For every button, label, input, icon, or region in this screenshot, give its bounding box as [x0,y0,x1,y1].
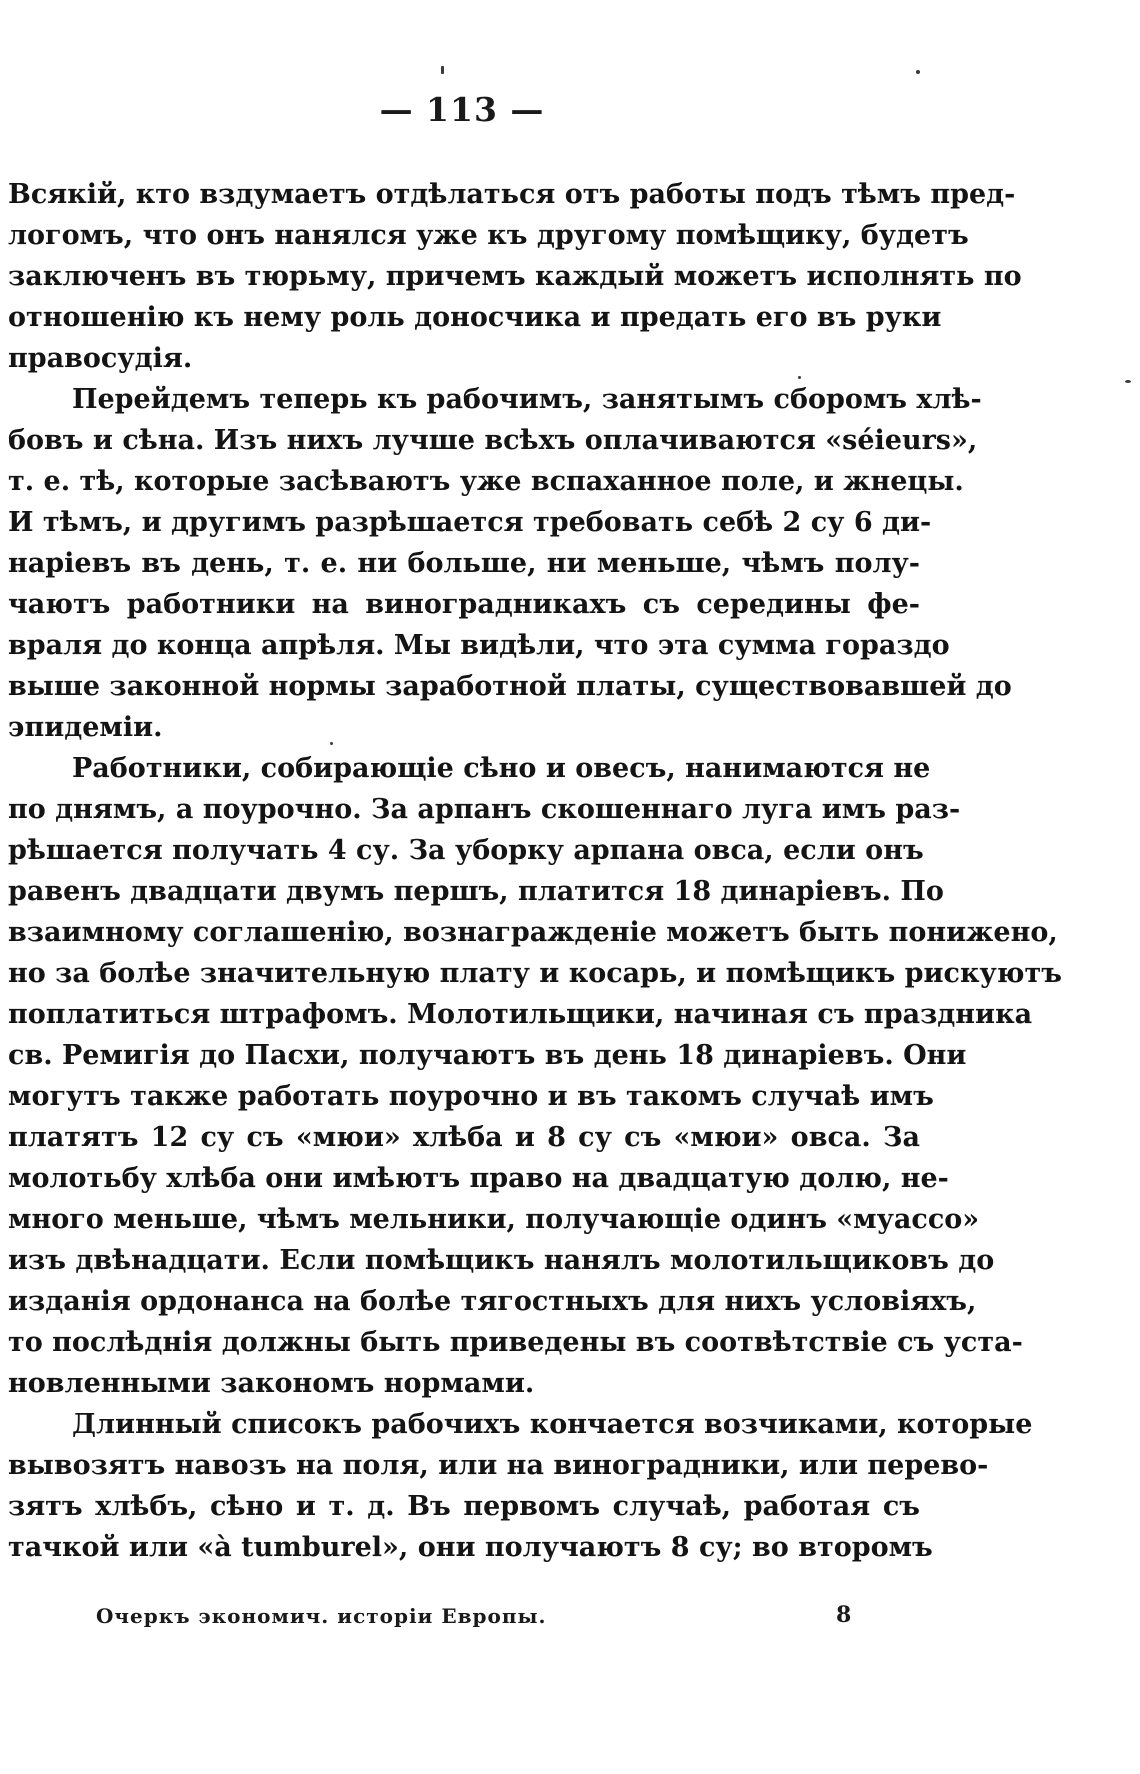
footer-title: Очеркъ экономич. исторіи Европы. [96,1604,547,1628]
text-line: бовъ и сѣна. Изъ нихъ лучше всѣхъ оплачиваются «séieurs», [8,425,978,456]
paragraph [8,748,1062,1404]
text-line: эпидеміи. [8,712,163,743]
text-line: вывозятъ навозъ на поля, или на виноградники, или перево- [8,1450,989,1481]
text-line: но за болѣе значительную плату и косарь, и помѣщикъ рискуютъ [8,958,1062,989]
text-line: Длинный списокъ рабочихъ кончается возчиками, которые [72,1409,1033,1440]
text-line: зятъ хлѣбъ, сѣно и т. д. Въ первомъ случаѣ, работая съ [8,1491,920,1522]
text-line: рѣшается получать 4 су. За уборку арпана овса, если онъ [8,835,924,866]
text-line: тачкой или «à tumburel», они получаютъ 8 су; во второмъ [8,1532,933,1563]
scan-speck [1125,380,1131,383]
text-line: изданія ордонанса на болѣе тягостныхъ для нихъ условіяхъ, [8,1286,977,1317]
text-line: много меньше, чѣмъ мельники, получающіе одинъ «муассо» [8,1204,980,1235]
text-line: И тѣмъ, и другимъ разрѣшается требовать себѣ 2 су 6 ди- [8,507,932,538]
text-line: Работники, собирающіе сѣно и овесъ, нанимаются не [72,753,931,784]
text-line: отношенію къ нему роль доносчика и предать его въ руки [8,302,942,333]
page-number: — 113 — [379,90,545,129]
text-line: новленными закономъ нормами. [8,1368,535,1399]
paragraph [8,379,1012,748]
paragraph [8,174,1022,379]
scan-speck [798,376,801,379]
text-line: заключенъ въ тюрьму, причемъ каждый можетъ исполнять по [8,261,1022,292]
text-line: взаимному соглашенію, вознагражденіе можетъ быть понижено, [8,917,1058,948]
text-line: то послѣднія должны быть приведены въ соотвѣтствіе съ уста- [8,1327,1023,1358]
text-line: равенъ двадцати двумъ першъ, платится 18 динаріевъ. По [8,876,944,907]
text-line: изъ двѣнадцати. Если помѣщикъ нанялъ молотильщиковъ до [8,1245,995,1276]
text-line: чаютъ работники на виноградникахъ съ середины фе- [8,589,920,620]
text-line: логомъ, что онъ нанялся уже къ другому помѣщику, будетъ [8,220,969,251]
scan-speck [330,742,333,745]
text-line: враля до конца апрѣля. Мы видѣли, что эта сумма гораздо [8,630,950,661]
text-line: молотьбу хлѣба они имѣютъ право на двадцатую долю, не- [8,1163,949,1194]
text-line: Всякій, кто вздумаетъ отдѣлаться отъ работы подъ тѣмъ пред- [8,179,1016,210]
paragraph [8,1404,1033,1568]
text-line: св. Ремигія до Пасхи, получаютъ въ день 18 динаріевъ. Они [8,1040,967,1071]
sheet-number: 8 [836,1602,852,1628]
text-line: т. е. тѣ, которые засѣваютъ уже вспаханное поле, и жнецы. [8,466,964,497]
text-line: выше законной нормы заработной платы, существовавшей до [8,671,1012,702]
text-line: платятъ 12 су съ «мюи» хлѣба и 8 су съ «мюи» овса. За [8,1122,920,1153]
scan-speck [441,66,444,74]
text-line: поплатиться штрафомъ. Молотильщики, начиная съ праздника [8,999,1033,1030]
text-line: по днямъ, а поурочно. За арпанъ скошеннаго луга имъ раз- [8,794,961,825]
text-line: Перейдемъ теперь къ рабочимъ, занятымъ сборомъ хлѣ- [72,384,982,415]
scan-speck [916,70,920,74]
text-line: правосудія. [8,343,193,374]
body-text [8,174,1062,1568]
text-line: наріевъ въ день, т. е. ни больше, ни меньше, чѣмъ полу- [8,548,920,579]
text-line: могутъ также работать поурочно и въ такомъ случаѣ имъ [8,1081,934,1112]
